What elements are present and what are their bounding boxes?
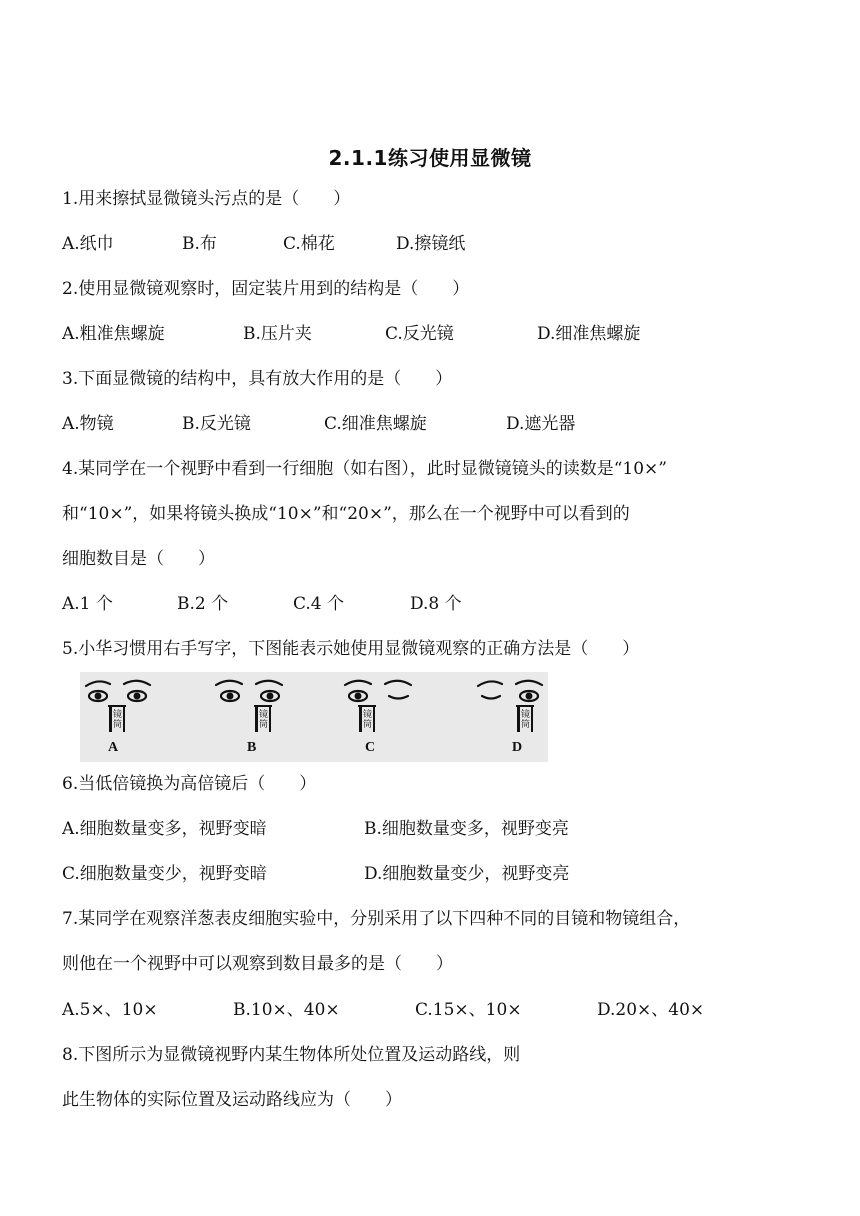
question-8-stem-line-2: 此生物体的实际位置及运动路线应为（ ） [62,1090,402,1110]
question-4-stem-line-1: 4.某同学在一个视野中看到一行细胞（如右图），此时显微镜镜头的读数是“10×” [62,459,667,479]
option-a: A.细胞数量变多，视野变暗 [62,819,267,839]
question-2-stem: 2.使用显微镜观察时，固定装片用到的结构是（ ） [62,279,470,299]
page-title: 2.1.1练习使用显微镜 [328,146,532,170]
option-b: B.反光镜 [182,414,251,434]
option-d: D.遮光器 [506,414,576,434]
option-d: D.8 个 [410,594,462,614]
option-b: B.10×、40× [233,1000,340,1020]
option-a: A.5×、10× [62,1000,158,1020]
option-d: D.细准焦螺旋 [537,324,641,344]
option-c: C.4 个 [293,594,345,614]
option-c: C.15×、10× [415,1000,522,1020]
figure-label-c: C [365,740,376,755]
question-1-stem: 1.用来擦拭显微镜头污点的是（ ） [62,189,351,209]
question-6-stem: 6.当低倍镜换为高倍镜后（ ） [62,774,317,794]
question-4-stem-line-3: 细胞数目是（ ） [62,549,215,569]
question-3-stem: 3.下面显微镜的结构中，具有放大作用的是（ ） [62,369,453,389]
option-a: A.纸巾 [62,234,114,254]
tube-label-c: 镜筒 [363,710,373,730]
option-b: B.2 个 [177,594,229,614]
question-7-stem-line-2: 则他在一个视野中可以观察到数目最多的是（ ） [62,954,453,974]
option-a: A.物镜 [62,414,114,434]
tube-label-d: 镜筒 [521,710,531,730]
option-b: B.细胞数量变多，视野变亮 [364,819,569,839]
option-b: B.压片夹 [243,324,312,344]
option-c: C.棉花 [283,234,335,254]
option-a: A.1 个 [62,594,113,614]
eyes-illustration [80,672,548,762]
option-d: D.细胞数量变少，视野变亮 [364,864,570,884]
option-c: C.反光镜 [385,324,454,344]
figure-label-b: B [247,740,257,755]
question-5-stem: 5.小华习惯用右手写字，下图能表示她使用显微镜观察的正确方法是（ ） [62,639,640,659]
option-b: B.布 [182,234,217,254]
option-d: D.擦镜纸 [396,234,466,254]
option-c: C.细胞数量变少，视野变暗 [62,864,267,884]
eyes-microscope-figure [80,672,548,762]
tube-label-a: 镜筒 [113,710,123,730]
question-4-stem-line-2: 和“10×”，如果将镜头换成“10×”和“20×”，那么在一个视野中可以看到的 [62,504,630,524]
question-7-stem-line-1: 7.某同学在观察洋葱表皮细胞实验中，分别采用了以下四种不同的目镜和物镜组合， [62,909,691,929]
tube-label-b: 镜筒 [259,710,269,730]
figure-label-d: D [512,740,523,755]
option-d: D.20×、40× [597,1000,705,1020]
question-8-stem-line-1: 8.下图所示为显微镜视野内某生物体所处位置及运动路线，则 [62,1045,521,1065]
option-c: C.细准焦螺旋 [324,414,427,434]
figure-label-a: A [108,740,119,755]
option-a: A.粗准焦螺旋 [62,324,165,344]
